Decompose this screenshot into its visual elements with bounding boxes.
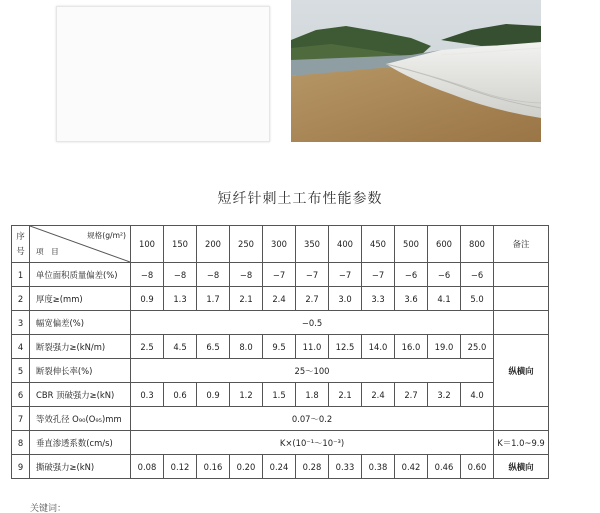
row-property-name: 单位面积质量偏差(%) (30, 263, 131, 287)
col-header: 350 (296, 226, 329, 263)
row-value: 0.9 (197, 383, 230, 407)
table-row (12, 383, 549, 407)
row-value: 2.7 (296, 287, 329, 311)
seq-header: 序 号 (12, 226, 30, 263)
row-value: 0.33 (329, 455, 362, 479)
row-value: −8 (131, 263, 164, 287)
row-value: 4.1 (428, 287, 461, 311)
row-value: −7 (362, 263, 395, 287)
note-header: 备注 (494, 226, 549, 263)
row-value: 19.0 (428, 335, 461, 359)
row-value: 11.0 (296, 335, 329, 359)
col-header: 100 (131, 226, 164, 263)
row-value: 0.3 (131, 383, 164, 407)
table-title: 短纤针刺土工布性能参数 (217, 191, 383, 207)
row-merged-value: 0.07～0.2 (131, 407, 494, 431)
row-property-name: 幅宽偏差(%) (30, 311, 131, 335)
row-value: 0.24 (263, 455, 296, 479)
row-value: 2.5 (131, 335, 164, 359)
row-value: 1.8 (296, 383, 329, 407)
row-value: 2.4 (263, 287, 296, 311)
row-value: 14.0 (362, 335, 395, 359)
row-value: 0.38 (362, 455, 395, 479)
row-note: 纵横向 (494, 455, 549, 479)
row-value: 2.4 (362, 383, 395, 407)
row-value: 9.5 (263, 335, 296, 359)
row-property-name: 断裂伸长率(%) (30, 359, 131, 383)
keywords-label: 关键词： (30, 504, 67, 513)
row-value: 0.20 (230, 455, 263, 479)
row-value: 3.0 (329, 287, 362, 311)
col-header: 300 (263, 226, 296, 263)
table-row (12, 311, 549, 335)
row-value: −6 (428, 263, 461, 287)
row-property-name: 垂直渗透系数(cm/s) (30, 431, 131, 455)
row-value: −7 (263, 263, 296, 287)
specification-table (11, 225, 549, 479)
row-value: 2.1 (230, 287, 263, 311)
row-note: 纵横向 (494, 335, 549, 407)
row-merged-value: K×(10⁻¹～10⁻³) (131, 431, 494, 455)
row-value: 1.2 (230, 383, 263, 407)
landfill-site-photo (291, 0, 541, 142)
row-value: 0.42 (395, 455, 428, 479)
row-note (494, 263, 549, 287)
row-number: 8 (12, 431, 30, 455)
col-header: 500 (395, 226, 428, 263)
table-header-row (12, 226, 549, 263)
col-header: 200 (197, 226, 230, 263)
diagonal-header-cell (30, 226, 131, 263)
row-number: 9 (12, 455, 30, 479)
row-value: 5.0 (461, 287, 494, 311)
row-number: 1 (12, 263, 30, 287)
row-value: 0.46 (428, 455, 461, 479)
row-value: 25.0 (461, 335, 494, 359)
row-value: 0.9 (131, 287, 164, 311)
row-note: K＝1.0~9.9 (494, 431, 549, 455)
row-value: −6 (461, 263, 494, 287)
row-value: 12.5 (329, 335, 362, 359)
row-number: 6 (12, 383, 30, 407)
row-value: 8.0 (230, 335, 263, 359)
row-value: 1.3 (164, 287, 197, 311)
row-value: 4.0 (461, 383, 494, 407)
row-merged-value: 25～100 (131, 359, 494, 383)
table-row (12, 359, 549, 383)
row-property-name: 撕破强力≥(kN) (30, 455, 131, 479)
row-value: 0.28 (296, 455, 329, 479)
col-header: 150 (164, 226, 197, 263)
col-header: 450 (362, 226, 395, 263)
table-row (12, 263, 549, 287)
row-number: 2 (12, 287, 30, 311)
row-merged-value: −0.5 (131, 311, 494, 335)
row-value: 1.5 (263, 383, 296, 407)
spec-label: 规格(g/m²) (87, 231, 126, 240)
row-property-name: 厚度≥(mm) (30, 287, 131, 311)
row-number: 5 (12, 359, 30, 383)
col-header: 400 (329, 226, 362, 263)
col-header: 600 (428, 226, 461, 263)
row-value: −8 (230, 263, 263, 287)
table-row (12, 407, 549, 431)
table-row (12, 431, 549, 455)
row-value: 6.5 (197, 335, 230, 359)
col-header: 800 (461, 226, 494, 263)
row-value: −8 (164, 263, 197, 287)
col-header: 250 (230, 226, 263, 263)
row-value: 3.6 (395, 287, 428, 311)
row-property-name: CBR 顶破强力≥(kN) (30, 383, 131, 407)
geotextile-sample-photo (56, 6, 270, 142)
row-value: 2.1 (329, 383, 362, 407)
table-row (12, 335, 549, 359)
row-value: 3.2 (428, 383, 461, 407)
item-label: 项 目 (36, 247, 59, 256)
row-note (494, 311, 549, 335)
row-value: 1.7 (197, 287, 230, 311)
row-number: 7 (12, 407, 30, 431)
row-note (494, 407, 549, 431)
row-value: 3.3 (362, 287, 395, 311)
row-value: −6 (395, 263, 428, 287)
row-value: 0.60 (461, 455, 494, 479)
row-property-name: 断裂强力≥(kN/m) (30, 335, 131, 359)
row-value: 0.08 (131, 455, 164, 479)
row-value: 0.12 (164, 455, 197, 479)
table-row (12, 455, 549, 479)
row-value: 2.7 (395, 383, 428, 407)
row-value: −7 (296, 263, 329, 287)
row-note (494, 287, 549, 311)
row-number: 4 (12, 335, 30, 359)
row-value: 0.16 (197, 455, 230, 479)
row-value: −8 (197, 263, 230, 287)
row-value: 0.6 (164, 383, 197, 407)
row-value: 4.5 (164, 335, 197, 359)
row-number: 3 (12, 311, 30, 335)
row-property-name: 等效孔径 O₉₀(O₉₅)mm (30, 407, 131, 431)
row-value: 16.0 (395, 335, 428, 359)
row-value: −7 (329, 263, 362, 287)
table-row (12, 287, 549, 311)
